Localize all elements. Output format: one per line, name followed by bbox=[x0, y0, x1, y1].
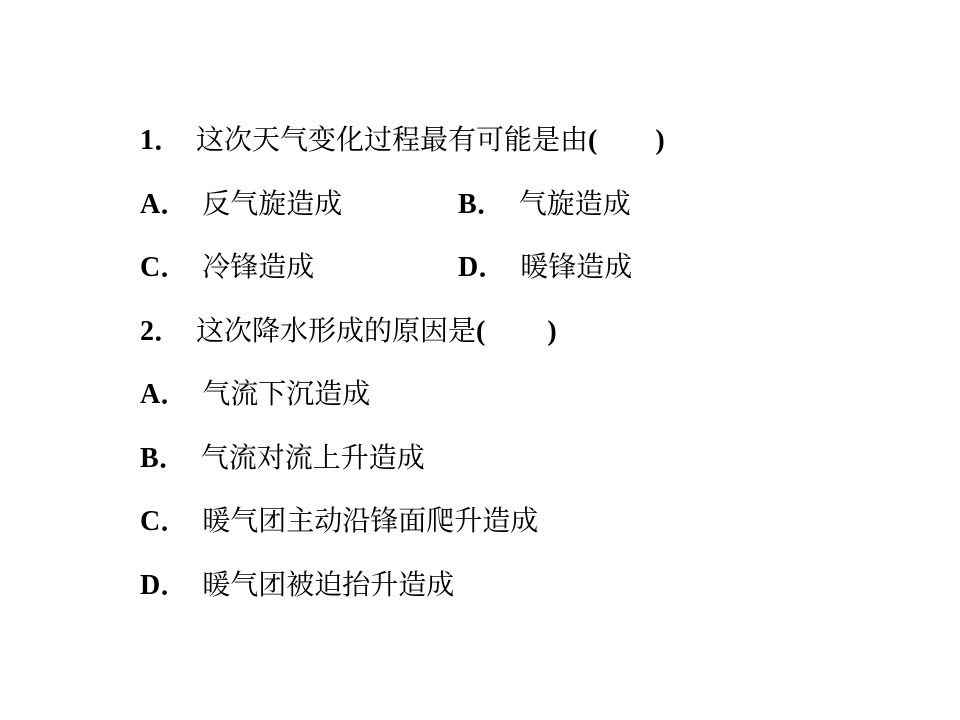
question-number: 2 bbox=[140, 316, 154, 347]
separator: ． bbox=[160, 379, 189, 410]
question-number: 1 bbox=[140, 125, 154, 156]
option-text: 暖气团主动沿锋面爬升造成 bbox=[202, 504, 539, 537]
option-d bbox=[140, 567, 454, 603]
option-a bbox=[140, 187, 342, 220]
question-1 bbox=[140, 122, 665, 158]
separator: ． bbox=[154, 125, 183, 156]
separator: ． bbox=[160, 252, 189, 283]
option-text: 冷锋造成 bbox=[202, 250, 315, 283]
option-text: 气流对流上升造成 bbox=[200, 441, 425, 474]
option-text: 暖气团被迫抬升造成 bbox=[202, 568, 455, 601]
option-b bbox=[140, 440, 425, 476]
option-text: 气流下沉造成 bbox=[202, 377, 371, 410]
separator: ． bbox=[154, 316, 183, 347]
option-letter: A bbox=[140, 379, 161, 410]
option-text: 气旋造成 bbox=[518, 187, 631, 220]
separator: ． bbox=[478, 252, 507, 283]
option-letter: B bbox=[140, 443, 159, 474]
separator: ． bbox=[476, 189, 505, 220]
answer-paren-open: ( bbox=[476, 316, 486, 347]
option-a bbox=[140, 376, 370, 412]
separator: ． bbox=[158, 443, 187, 474]
option-letter: A bbox=[140, 189, 161, 220]
option-d bbox=[458, 249, 632, 286]
option-c bbox=[140, 250, 314, 283]
question-stem: 这次天气变化过程最有可能是由 bbox=[196, 123, 589, 156]
option-letter: B bbox=[458, 189, 477, 220]
answer-paren-close: ) bbox=[547, 316, 557, 347]
options-row-cd bbox=[140, 249, 633, 285]
separator: ． bbox=[160, 570, 189, 601]
option-b bbox=[458, 186, 631, 223]
option-letter: C bbox=[140, 506, 161, 537]
question-stem: 这次降水形成的原因是 bbox=[196, 314, 477, 347]
separator: ． bbox=[160, 506, 189, 537]
option-letter: C bbox=[140, 252, 161, 283]
option-text: 暖锋造成 bbox=[520, 250, 633, 283]
answer-paren-open: ( bbox=[588, 125, 598, 156]
question-2 bbox=[140, 313, 557, 349]
option-text: 反气旋造成 bbox=[202, 187, 343, 220]
option-c bbox=[140, 503, 538, 539]
options-row-ab bbox=[140, 186, 631, 222]
separator: ． bbox=[160, 189, 189, 220]
option-letter: D bbox=[140, 570, 161, 601]
option-letter: D bbox=[458, 252, 479, 283]
answer-paren-close: ) bbox=[655, 125, 665, 156]
